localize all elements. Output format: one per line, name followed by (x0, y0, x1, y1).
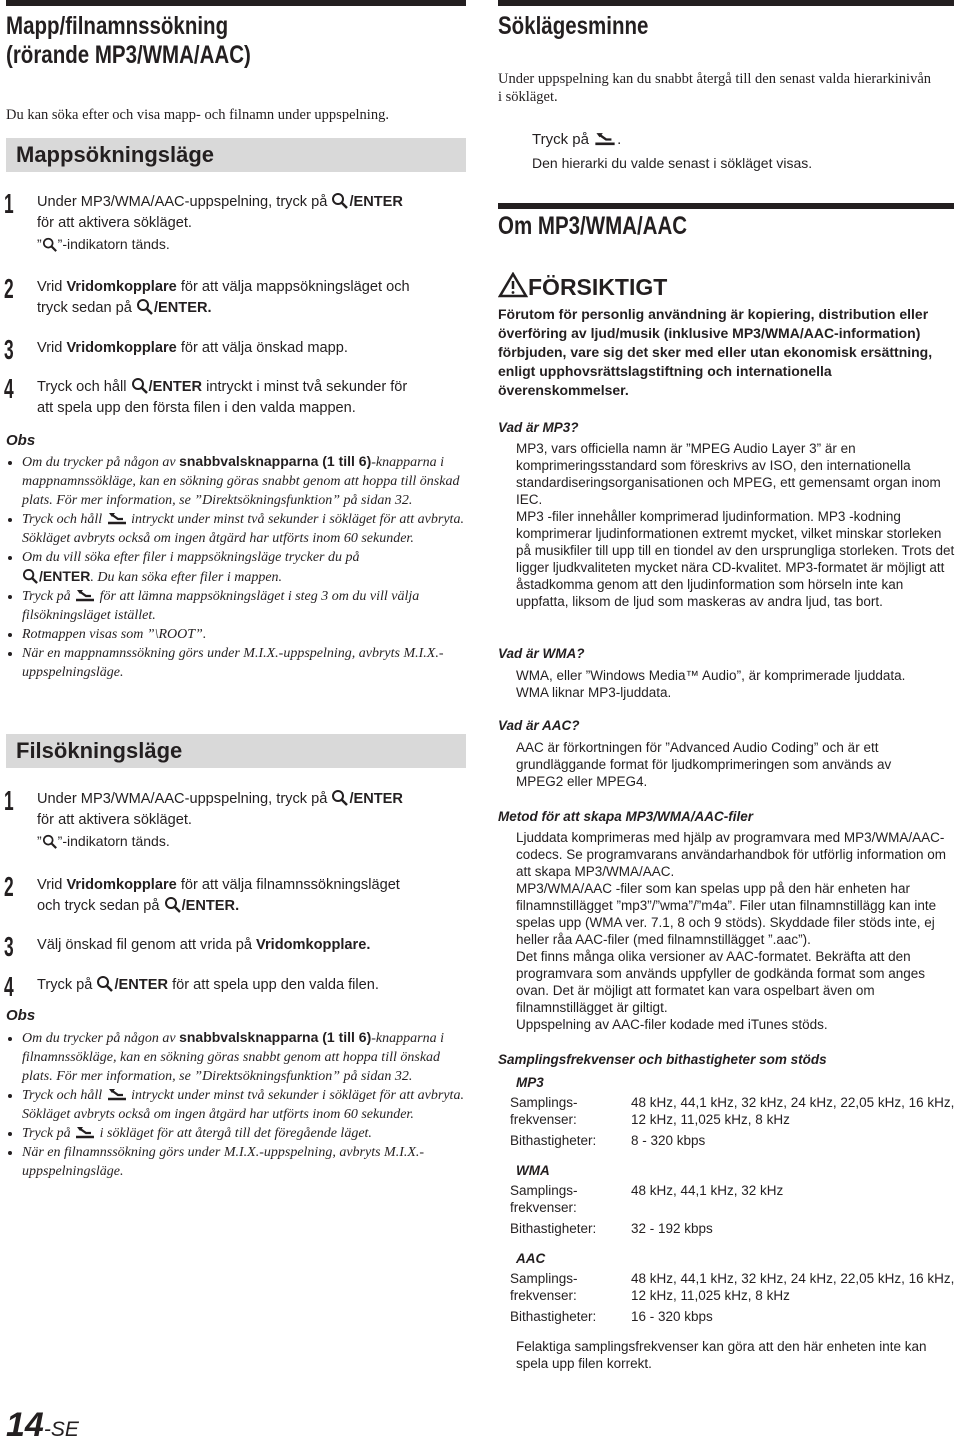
file-mode-heading: Filsökningsläge (6, 734, 466, 768)
right-column (498, 0, 955, 1371)
folder-step-1: 1 Under MP3/WMA/AAC-uppspelning, tryck på /ENTER för att aktivera sökläget. ” ”-indikatorn tänds. (4, 188, 403, 252)
list-item: • Rotmappen visas som ”\ROOT”. (22, 625, 466, 644)
search-icon (136, 298, 154, 315)
about-title: Om MP3/WMA/AAC (498, 212, 688, 240)
search-icon (331, 789, 349, 806)
file-step-3: 3 Välj önskad fil genom att vrida på Vridomkopplare. (4, 931, 371, 962)
question-wma: Vad är WMA? (498, 646, 585, 661)
file-notes (6, 1028, 466, 1181)
search-icon (96, 975, 114, 992)
search-icon (42, 834, 58, 849)
file-step-1: 1 Under MP3/WMA/AAC-uppspelning, tryck på /ENTER för att aktivera sökläget. ” ”-indikatorn tänds. (4, 785, 403, 849)
file-step-4: 4 Tryck på /ENTER för att spela upp den valda filen. (4, 971, 379, 1002)
question-aac: Vad är AAC? (498, 718, 580, 733)
folder-step-3: 3 Vrid Vridomkopplare för att välja önskad mapp. (4, 334, 348, 365)
return-icon (106, 512, 128, 526)
search-icon (22, 568, 39, 584)
return-icon (593, 132, 617, 147)
caution-heading: FÖRSIKTIGT (498, 272, 667, 301)
rates-mp3: MP3 Samplings-frekvenser: 48 kHz, 44,1 kHz, 32 kHz, 24 kHz, 22,05 kHz, 16 kHz, 12 kHz, 11,025 kHz, 8 kHz Bithastigheter: 8 - 320 kbps (510, 1075, 955, 1148)
left-column (4, 0, 466, 1444)
search-icon (42, 237, 58, 252)
list-item: • När en filnamnssökning görs under M.I.X.-uppspelning, avbryts M.I.X.-uppspelningsläge. (22, 1143, 466, 1181)
list-item: • Tryck och håll intryckt under minst två sekunder i sökläget för att avbryta. Sökläget avbryts också om ingen åtgärd har utförts inom 60 sekunder. (22, 510, 466, 548)
folder-step-4: 4 Tryck och håll /ENTER intryckt i minst två sekunder för att spela upp den första filen i den valda mappen. (4, 373, 408, 416)
page-number: 14-SE (6, 1406, 79, 1444)
answer-wma: WMA, eller ”Windows Media™ Audio”, är komprimerade ljuddata. WMA liknar MP3-ljuddata. (516, 668, 906, 700)
list-item: • När en mappnamnssökning görs under M.I.X.-uppspelning, avbryts M.I.X.-uppspelningsläge. (22, 644, 466, 682)
question-method: Metod för att skapa MP3/WMA/AAC-filer (498, 809, 754, 824)
file-obs-label: Obs (6, 1007, 36, 1024)
return-icon (74, 589, 96, 603)
rates-wma: WMA Samplings-frekvenser: 48 kHz, 44,1 kHz, 32 kHz Bithastigheter: 32 - 192 kbps (510, 1163, 784, 1236)
answer-method: Ljuddata komprimeras med hjälp av programvara med MP3/WMA/AAC-codecs. Se programvarans användarhandbok för utförlig information om att skapa MP3/WMA/AAC. MP3/WMA/AAC -filer som kan spelas upp på den här enheten har filnamnstillägget ”mp3”/”wma”/”m4a”. Filer utan filnamnstillägg kan inte spelas upp (WMA ver. 7.1, 8 och 9 stöds). Skyddade filer stöds inte, ej heller råa AAC-filer (med filnamnstillägget ”.aac”). Det finns många olika versioner av AAC-formatet. Bekräfta att den programvara som används uppfyller de godkända format som anges ovan. Det är möjligt att formatet kan vara ospelbart även om filnamnstillägget är giltigt. Uppspelning av AAC-filer kodade med iTunes stöds. (516, 830, 946, 1032)
answer-mp3: MP3, vars officiella namn är ”MPEG Audio Layer 3” är en komprimeringsstandard som föreskrivs av ISO, den internationella standardiseringsorganisationen och MPEG, ett gemensamt organ inom IEC. MP3 -filer innehåller komprimerad ljudinformation. MP3 -kodning komprimerar ljudinformationen extremt mycket, vilket minskar storleken på musikfiler till upp till en tiondel av den ursprungliga storleken. Trots det ligger ljudkvaliteten mycket nära CD-kvalitet. MP3-formatet är möjligt att åstadkomma genom att den ljudinformation som hörseln inte kan uppfatta, liksom de ljud som maskeras av andra ljud, tas bort. (516, 441, 955, 609)
return-icon (74, 1126, 96, 1140)
search-icon (164, 896, 182, 913)
search-icon (131, 377, 149, 394)
return-icon (106, 1088, 128, 1102)
memory-press: Tryck på . (532, 131, 622, 148)
list-item: • Om du trycker på någon av snabbvalsknapparna (1 till 6)-knapparna i filnamnssökläge, kan en sökning göras snabbt genom att hoppa till önskad plats. För mer information, se ”Direktsökningsfunktion” på sidan 32. (22, 1028, 466, 1086)
list-item: • Tryck på i sökläget för att återgå till det föregående läget. (22, 1124, 466, 1143)
folder-obs-label: Obs (6, 432, 36, 449)
memory-result: Den hierarki du valde senast i sökläget visas. (532, 155, 813, 171)
page-title: Mapp/filnamnssökning (rörande MP3/WMA/AAC) (6, 12, 251, 69)
caution-text: Förutom för personlig användning är kopiering, distribution eller överföring av ljud/musik (inklusive MP3/WMA/AAC-information) förbjuden, vare sig det sker med eller utan ekonomisk ersättning, enligt upphovsrättslagstiftning och internationella överenskommelser. (498, 306, 933, 398)
top-rule (6, 0, 466, 6)
section-rule (498, 203, 954, 209)
warning-icon (498, 272, 528, 298)
memory-title: Söklägesminne (498, 12, 649, 40)
rates-aac: AAC Samplings-frekvenser: 48 kHz, 44,1 kHz, 32 kHz, 24 kHz, 22,05 kHz, 16 kHz, 12 kHz, 11,025 kHz, 8 kHz Bithastigheter: 16 - 320 kbps (510, 1251, 955, 1324)
list-item: • Tryck och håll intryckt under minst två sekunder i sökläget för att avbryta. Sökläget avbryts också om ingen åtgärd har utförts inom 60 sekunder. (22, 1086, 466, 1124)
list-item: • Om du vill söka efter filer i mappsökningsläge trycker du på /ENTER. Du kan söka efter filer i mappen. (22, 548, 466, 587)
top-rule (498, 0, 954, 6)
folder-notes (6, 452, 466, 682)
question-rates: Samplingsfrekvenser och bithastigheter som stöds (498, 1052, 827, 1067)
list-item: • Tryck på för att lämna mappsökningsläget i steg 3 om du vill välja filsökningsläget istället. (22, 587, 466, 625)
intro-text: Du kan söka efter och visa mapp- och filnamn under uppspelning. (6, 107, 389, 123)
question-mp3: Vad är MP3? (498, 420, 579, 435)
list-item: • Om du trycker på någon av snabbvalsknapparna (1 till 6)-knapparna i mappnamnssökläge, kan en sökning göras snabbt genom att hoppa till önskad plats. För mer information, se ”Direktsökningsfunktion” på sidan 32. (22, 452, 466, 510)
rates-footer: Felaktiga samplingsfrekvenser kan göra att den här enheten inte kan spela upp filen korrekt. (516, 1339, 927, 1371)
search-icon (331, 192, 349, 209)
file-step-2: 2 Vrid Vridomkopplare för att välja filnamnssökningsläget och tryck sedan på /ENTER. (4, 871, 400, 914)
answer-aac: AAC är förkortningen för ”Advanced Audio Coding” och är ett grundläggande format för ljudkomprimeringen som används av MPEG2 eller MPEG4. (516, 740, 892, 789)
folder-mode-heading: Mappsökningsläge (6, 138, 466, 172)
memory-text: Under uppspelning kan du snabbt återgå till den senast valda hierarkinivån i sökläget. (498, 71, 932, 105)
folder-step-2: 2 Vrid Vridomkopplare för att välja mappsökningsläget och tryck sedan på /ENTER. (4, 273, 410, 316)
